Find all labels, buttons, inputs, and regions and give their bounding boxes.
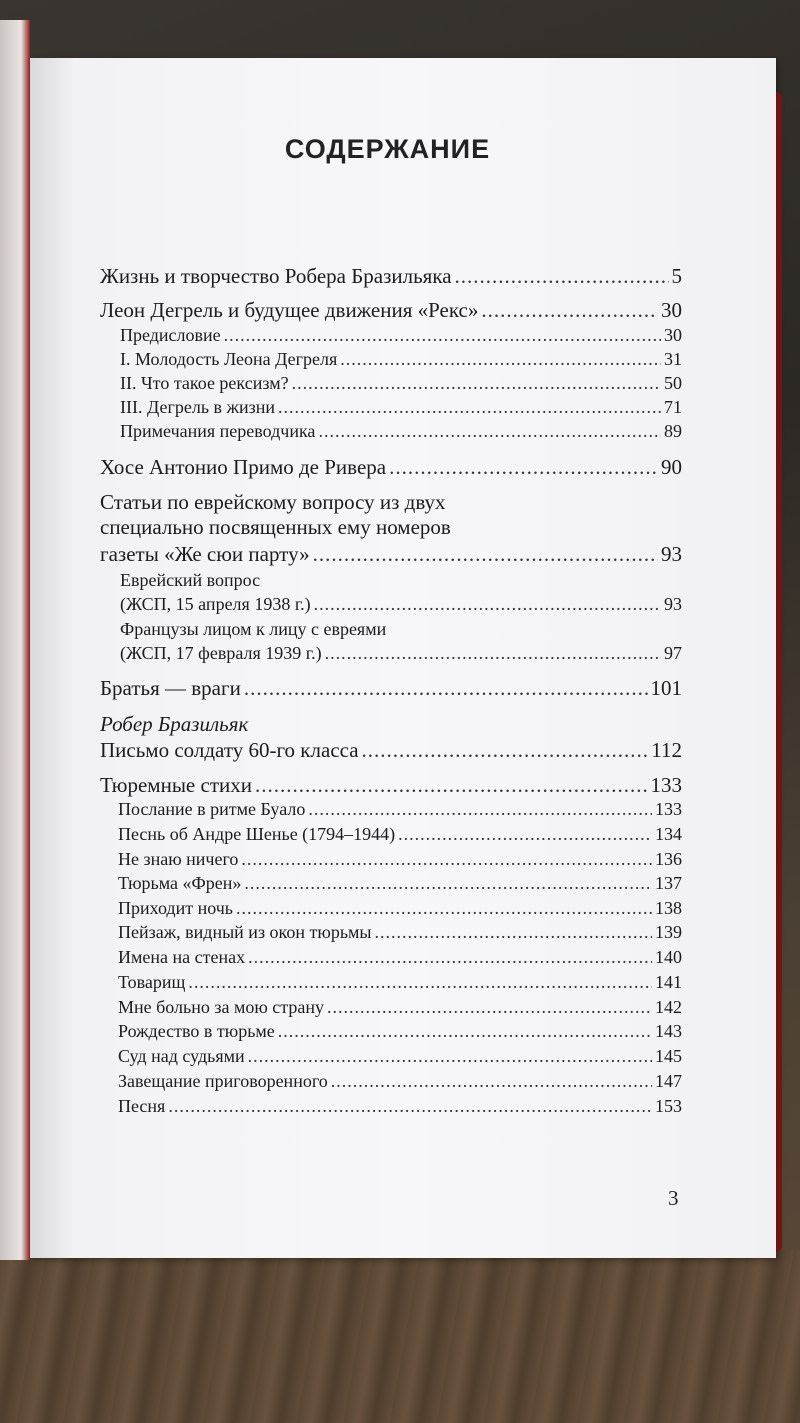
toc-entry-page: 71 [664, 397, 682, 417]
leader-dots [481, 298, 658, 323]
toc-entry-page: 112 [651, 738, 682, 762]
toc-subentry [118, 997, 682, 1018]
table-surface [0, 1250, 800, 1423]
toc-entry-title: Не знаю ничего [118, 849, 239, 869]
toc-entry-page: 134 [655, 824, 682, 844]
toc-entry-title: Жизнь и творчество Робера Бразильяка [100, 264, 452, 288]
toc-entry-title-line: Статьи по еврейскому вопросу из двух [100, 490, 446, 514]
toc-entry-page: 30 [664, 325, 682, 345]
toc-subentry [118, 1046, 682, 1067]
toc-entry-page: 133 [655, 799, 682, 819]
leader-dots [241, 849, 652, 870]
leader-dots [248, 947, 652, 968]
toc-entry-page: 101 [650, 676, 682, 700]
leader-dots [236, 898, 652, 919]
toc-subentry [118, 849, 682, 870]
toc-entry-title: Тюрьма «Френ» [118, 873, 242, 893]
toc-entry-page: 97 [664, 643, 682, 663]
toc-entry-title: Письмо солдату 60-го класса [100, 738, 359, 762]
leader-dots [292, 373, 661, 394]
toc-entry-page: 142 [655, 997, 682, 1017]
book-spine-edge [0, 20, 30, 1260]
toc-entry [100, 738, 682, 763]
toc-subentry [120, 397, 682, 418]
toc-entry-title: Имена на стенах [118, 947, 246, 967]
toc-entry-title: Предисловие [120, 325, 221, 345]
toc-entry-title: Приходит ночь [118, 898, 234, 918]
toc-entry-title: Мне больно за мою страну [118, 997, 325, 1017]
toc-entry [100, 455, 682, 480]
toc-entry-page: 139 [655, 922, 682, 942]
leader-dots [318, 421, 661, 442]
toc-entry-page: 93 [664, 594, 682, 614]
leader-dots [398, 824, 652, 845]
toc-entry-title: I. Молодость Леона Дегреля [120, 349, 338, 369]
toc-entry-title: Завещание приговоренного [118, 1071, 328, 1091]
toc-subentry [120, 373, 682, 394]
toc-entry-page: 89 [664, 421, 682, 441]
toc-entry-page: 143 [655, 1021, 682, 1041]
toc-entry-title: Хосе Антонио Примо де Ривера [100, 455, 387, 479]
leader-dots [314, 594, 661, 615]
toc-entry-title: III. Дегрель в жизни [120, 397, 275, 417]
page-title: СОДЕРЖАНИЕ [284, 134, 491, 164]
toc-entry-title: Товарищ [118, 972, 186, 992]
toc-entry-title: Песнь об Андре Шенье (1794–1944) [118, 824, 396, 844]
leader-dots [188, 972, 652, 993]
toc-subentry [118, 972, 682, 993]
toc-subentry [118, 898, 682, 919]
toc-subentry [120, 349, 682, 370]
toc-entry-page: 140 [655, 947, 682, 967]
toc-subentry [118, 1096, 682, 1117]
toc-entry-title: газеты «Же сюи парту» [100, 542, 310, 566]
toc-subentry [118, 922, 682, 943]
toc-subentry [118, 824, 682, 845]
toc-entry-title: Послание в ритме Буало [118, 799, 306, 819]
leader-dots [224, 325, 661, 346]
toc-entry-page: 136 [655, 849, 682, 869]
leader-dots [244, 676, 648, 701]
toc-entry-title: Тюремные стихи [100, 773, 252, 797]
toc-entry [100, 542, 682, 567]
toc-entry-page: 31 [664, 349, 682, 369]
toc-entry-title: Братья — враги [100, 676, 241, 700]
toc-subentry [118, 1071, 682, 1092]
leader-dots [340, 349, 661, 370]
toc-subentry [120, 421, 682, 442]
page-number: 3 [668, 1186, 679, 1210]
toc-entry-page: 133 [650, 773, 682, 797]
toc-subentry [118, 947, 682, 968]
toc-entry [100, 773, 682, 798]
leader-dots [455, 264, 669, 289]
toc-author-line: Робер Бразильяк [100, 712, 249, 736]
toc-entry-page: 153 [655, 1096, 682, 1116]
toc-entry [100, 298, 682, 323]
leader-dots [278, 1021, 652, 1042]
toc-subentry [120, 325, 682, 346]
toc-entry-page: 5 [671, 264, 682, 288]
toc-subentry [118, 799, 682, 820]
leader-dots [313, 542, 658, 567]
leader-dots [308, 799, 652, 820]
leader-dots [278, 397, 661, 418]
leader-dots [255, 773, 648, 798]
leader-dots [248, 1046, 652, 1067]
toc-entry-title: (ЖСП, 15 апреля 1938 г.) [120, 594, 311, 614]
leader-dots [375, 922, 652, 943]
toc-entry-title: Рождество в тюрьме [118, 1021, 275, 1041]
toc-entry-title: Примечания переводчика [120, 421, 316, 441]
toc-subentry [118, 873, 682, 894]
leader-dots [168, 1096, 652, 1117]
leader-dots [327, 997, 652, 1018]
toc-subentry [120, 594, 682, 615]
toc-subentry-title-line: Французы лицом к лицу с евреями [120, 619, 387, 639]
toc-entry-page: 30 [661, 298, 682, 322]
toc-entry-page: 147 [655, 1071, 682, 1091]
toc-entry-page: 141 [655, 972, 682, 992]
toc-entry-page: 145 [655, 1046, 682, 1066]
leader-dots [325, 643, 661, 664]
toc-entry-title: Пейзаж, видный из окон тюрьмы [118, 922, 372, 942]
toc-entry-title-line: специально посвященных ему номеров [100, 515, 451, 539]
toc-subentry [120, 643, 682, 664]
leader-dots [331, 1071, 652, 1092]
toc-entry-page: 138 [655, 898, 682, 918]
toc-entry-title: Леон Дегрель и будущее движения «Рекс» [100, 298, 479, 322]
toc-entry-page: 90 [661, 455, 682, 479]
toc-entry-title: II. Что такое рексизм? [120, 373, 289, 393]
toc-entry-title: Песня [118, 1096, 166, 1116]
toc-entry-page: 137 [655, 873, 682, 893]
toc-entry [100, 264, 682, 289]
leader-dots [362, 738, 649, 763]
toc-entry-page: 50 [664, 373, 682, 393]
toc-subentry [118, 1021, 682, 1042]
toc-entry-title: (ЖСП, 17 февраля 1939 г.) [120, 643, 322, 663]
leader-dots [244, 873, 652, 894]
leader-dots [389, 455, 658, 480]
toc-entry-page: 93 [661, 542, 682, 566]
toc-entry [100, 676, 682, 701]
toc-subentry-title-line: Еврейский вопрос [120, 570, 261, 590]
toc-entry-title: Суд над судьями [118, 1046, 245, 1066]
